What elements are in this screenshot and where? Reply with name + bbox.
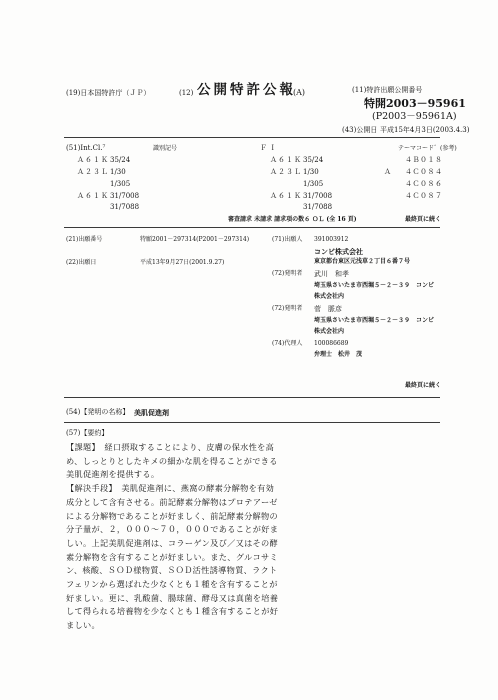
abstract-line: 【課題】 経口摂取することにより、皮膚の保水性を高 [66, 442, 275, 452]
publication-number-label: (11)特許出願公開番号 [352, 86, 423, 94]
document-title: 公開特許公報 [197, 82, 296, 98]
abstract-label: (57)【要約】 [66, 429, 109, 437]
abstract-line: 成分として含有させる。前記酵素分解物はプロテアーゼ [66, 496, 278, 507]
fi-class-code: Ａ６１Ｋ [270, 156, 302, 164]
application-number-label: (21)出願番号 [66, 236, 103, 243]
continued-note-bottom: 最終頁に続く [405, 382, 442, 389]
title-rule [64, 422, 440, 423]
publication-date: 平成15年4月3日(2003.4.3) [380, 126, 470, 134]
abstract-line: 美肌促進剤を提供する。 [66, 469, 160, 480]
agent-label: (74)代理人 [272, 340, 303, 347]
fi-class-subcode: 31/7008 [303, 192, 333, 200]
class-subcode: 1/30 [110, 168, 126, 176]
fi-mark: Ａ [384, 168, 391, 176]
application-number: 特願2001－297314(P2001－297314) [140, 236, 250, 243]
parties-rule [64, 397, 440, 398]
fi-class-code: Ａ６１Ｋ [270, 192, 302, 200]
class-code: Ａ６１Ｋ [77, 192, 109, 200]
patent-office: (19)日本国特許庁（ＪＰ） [66, 89, 151, 97]
invention-title-label: (54)【発明の名称】 [66, 408, 130, 416]
examination-status: 審査請求 未請求 請求項の数６ ＯＬ (全 16 頁) [228, 216, 357, 223]
abstract-line: しい。上記美肌促進剤は、コラーゲン及び／又はその酵 [66, 537, 279, 548]
abstract-line: 【解決手段】 美肌促進剤に、燕窩の酵素分解物を有効 [66, 483, 275, 494]
publication-date-label: (43)公開日 [342, 126, 378, 134]
inventor-name: 武川 和孝 [314, 270, 349, 278]
applicant-address: 東京都台東区元浅草２丁目６番７号 [314, 258, 411, 265]
fi-class-subcode: 1/305 [303, 180, 324, 188]
agent-name: 弁理士 松井 茂 [314, 351, 363, 358]
class-code: Ａ２３Ｌ [77, 168, 109, 176]
applicant-label: (71)出願人 [272, 236, 303, 243]
identification-code-label: 識別記号 [153, 145, 178, 152]
abstract-line: フェリンから選ばれた少なくとも１種を含有することが [66, 579, 278, 590]
class-subcode: 31/7088 [110, 203, 140, 211]
document-kind: (A) [293, 88, 306, 97]
abstract-line: 好ましい。更に、乳酸菌、腸球菌、酵母又は真菌を培養 [66, 592, 279, 603]
inventor-organization: 株式会社内 [314, 293, 345, 300]
publication-number: 特開2003－95961 [364, 97, 466, 110]
abstract-body [66, 441, 346, 633]
abstract-line: して得られる培養物を少なくとも１種含有することが好 [66, 606, 279, 617]
class-subcode: 31/7008 [110, 192, 140, 200]
inventor-label: (72)発明者 [272, 270, 303, 277]
class-subcode: 1/305 [110, 180, 131, 188]
fi-class-subcode: 1/30 [303, 168, 319, 176]
inventor-organization: 株式会社内 [314, 328, 345, 335]
inventor-address: 埼玉県さいたま市西堀５－２－３９ コンビ [314, 317, 435, 324]
class-subcode: 35/24 [110, 156, 131, 164]
agent-id: 100086689 [314, 340, 349, 347]
classification-rule [64, 227, 440, 228]
abstract-line: による分解物であることが好ましく、前記酵素分解物の [66, 510, 279, 521]
abstract-line: め、しっとりとしたキメの細かな肌を得ることができる [66, 455, 278, 466]
theme-code: ４Ｃ０８６ [405, 180, 443, 188]
abstract-line: 分子量が、２，０００～７０，０００であることが好ま [66, 524, 279, 535]
applicant-id: 391003912 [314, 236, 349, 243]
abstract-line: 素分解物を含有することが好ましい。また、グルコサミ [66, 551, 278, 562]
publication-number-alt: (P2003－95961A) [372, 111, 457, 122]
filing-date: 平成13年9月27日(2001.9.27) [140, 259, 225, 266]
fi-class-subcode: 35/24 [303, 156, 324, 164]
intcl-label: (51)Int.Cl.⁷ [66, 144, 106, 152]
theme-code: ４Ｂ０１８ [405, 156, 443, 164]
kind-code-label: (12) [179, 89, 194, 97]
class-code: Ａ６１Ｋ [77, 156, 109, 164]
theme-code: ４Ｃ０８７ [405, 192, 443, 200]
abstract-line: ン、核酸、ＳＯＤ様物質、ＳＯＤ活性誘導物質、ラクト [66, 565, 278, 576]
applicant-name: コンビ株式会社 [314, 247, 363, 256]
inventor-address: 埼玉県さいたま市西堀５－２－３９ コンビ [314, 282, 435, 289]
theme-code: ４Ｃ０８４ [405, 168, 443, 176]
fi-class-code: Ａ２３Ｌ [270, 168, 302, 176]
fi-label: Ｆ Ｉ [260, 144, 277, 152]
header-rule [64, 137, 440, 138]
filing-date-label: (22)出願日 [66, 259, 97, 266]
abstract-line: ましい。 [66, 620, 100, 631]
theme-code-label: テーマコード゛(参考) [398, 145, 457, 152]
inventor-label: (72)発明者 [272, 305, 303, 312]
inventor-name: 菅 脈彦 [314, 305, 342, 313]
continued-note-top: 最終頁に続く [405, 216, 442, 223]
fi-class-subcode: 31/7088 [303, 203, 333, 211]
invention-title: 美肌促進剤 [134, 408, 169, 417]
